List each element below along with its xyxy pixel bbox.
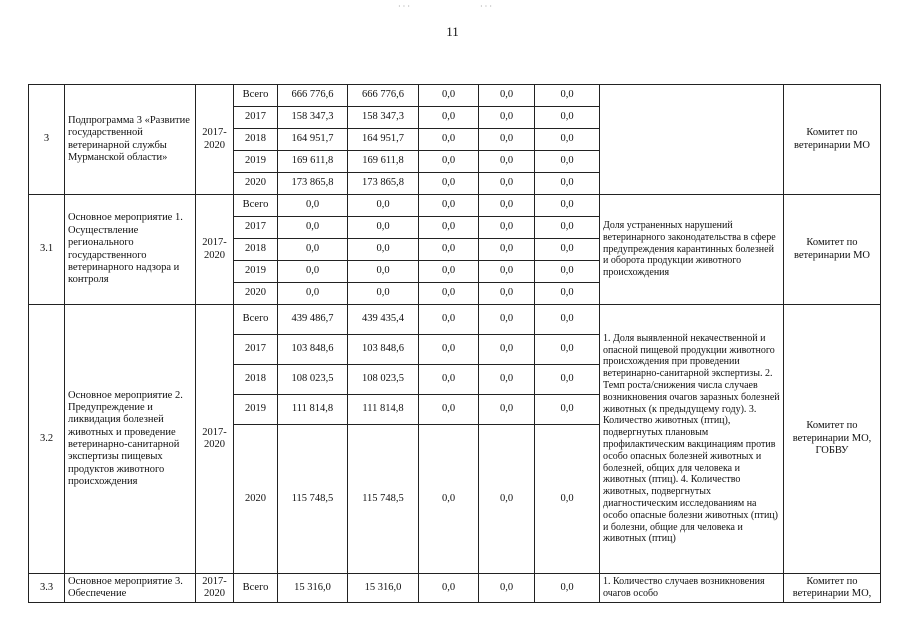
scan-speck: · · · [480,2,492,11]
other-sources-cell: 0,0 [535,239,600,261]
other-sources-cell: 0,0 [535,395,600,425]
table-row [29,195,881,217]
other-sources-cell: 0,0 [535,129,600,151]
other-sources-cell: 0,0 [535,305,600,335]
total-amount-cell: 115 748,5 [278,425,348,574]
executor-cell: Комитет по ветеринарии МО [784,85,881,195]
year-cell: 2018 [234,239,278,261]
regional-budget-cell: 0,0 [348,283,419,305]
other-sources-cell: 0,0 [535,365,600,395]
total-amount-cell: 0,0 [278,195,348,217]
activity-name-cell: Основное мероприятие 1. Осуществление регионального государственного ветеринарного надзора и контроля [65,195,196,305]
scan-speck: · · · [398,2,410,11]
regional-budget-cell: 103 848,6 [348,335,419,365]
local-budget-cell: 0,0 [479,335,535,365]
total-amount-cell: 666 776,6 [278,85,348,107]
regional-budget-cell: 158 347,3 [348,107,419,129]
federal-budget-cell: 0,0 [419,151,479,173]
regional-budget-cell: 15 316,0 [348,574,419,603]
activity-name-cell: Основное мероприятие 2. Предупреждение и ликвидация болезней животных и проведение ветеринарно-санитарной экспертизы пищевых продуктов животного происхождения [65,305,196,574]
other-sources-cell: 0,0 [535,283,600,305]
federal-budget-cell: 0,0 [419,365,479,395]
indicator-cell: Доля устраненных нарушений ветеринарного законодательства в сфере предупреждения карантинных болезней и оборота продукции животного происхождения [600,195,784,305]
year-cell: Всего [234,305,278,335]
regional-budget-cell: 108 023,5 [348,365,419,395]
local-budget-cell: 0,0 [479,129,535,151]
federal-budget-cell: 0,0 [419,173,479,195]
federal-budget-cell: 0,0 [419,85,479,107]
regional-budget-cell: 666 776,6 [348,85,419,107]
local-budget-cell: 0,0 [479,107,535,129]
period-cell: 2017-2020 [196,574,234,603]
local-budget-cell: 0,0 [479,195,535,217]
year-cell: 2020 [234,425,278,574]
indicator-cell [600,85,784,195]
total-amount-cell: 439 486,7 [278,305,348,335]
regional-budget-cell: 0,0 [348,239,419,261]
other-sources-cell: 0,0 [535,107,600,129]
period-cell: 2017-2020 [196,195,234,305]
regional-budget-cell: 0,0 [348,261,419,283]
local-budget-cell: 0,0 [479,305,535,335]
total-amount-cell: 0,0 [278,261,348,283]
year-cell: 2017 [234,107,278,129]
row-number-cell: 3.2 [29,305,65,574]
indicator-cell: 1. Доля выявленной некачественной и опасной пищевой продукции животного происхождения при проведении ветеринарно-санитарной экспертизы. 2. Темп роста/снижения числа случаев возникновения очагов заразных болезней животных (к предыдущему году). 3. Количество животных (птиц), подвергнутых плановым профилактическим вакцинациям против особо опасных болезней животных и болезней, общих для человека и животных (птиц). 4. Количество животных, подвергнутых диагностическим исследованиям на особо опасные болезни животных (птиц) и болезни, общие для человека и животных (птиц) [600,305,784,574]
year-cell: 2019 [234,395,278,425]
year-cell: 2017 [234,335,278,365]
total-amount-cell: 0,0 [278,217,348,239]
total-amount-cell: 103 848,6 [278,335,348,365]
total-amount-cell: 164 951,7 [278,129,348,151]
local-budget-cell: 0,0 [479,365,535,395]
year-cell: 2019 [234,261,278,283]
regional-budget-cell: 164 951,7 [348,129,419,151]
year-cell: 2017 [234,217,278,239]
total-amount-cell: 173 865,8 [278,173,348,195]
local-budget-cell: 0,0 [479,173,535,195]
federal-budget-cell: 0,0 [419,261,479,283]
regional-budget-cell: 173 865,8 [348,173,419,195]
other-sources-cell: 0,0 [535,574,600,603]
year-cell: 2020 [234,283,278,305]
local-budget-cell: 0,0 [479,574,535,603]
federal-budget-cell: 0,0 [419,239,479,261]
regional-budget-cell: 0,0 [348,217,419,239]
row-number-cell: 3 [29,85,65,195]
regional-budget-cell: 111 814,8 [348,395,419,425]
table-row [29,574,881,603]
local-budget-cell: 0,0 [479,217,535,239]
row-number-cell: 3.3 [29,574,65,603]
federal-budget-cell: 0,0 [419,283,479,305]
federal-budget-cell: 0,0 [419,305,479,335]
federal-budget-cell: 0,0 [419,217,479,239]
table-body [29,85,881,603]
total-amount-cell: 111 814,8 [278,395,348,425]
total-amount-cell: 169 611,8 [278,151,348,173]
local-budget-cell: 0,0 [479,151,535,173]
federal-budget-cell: 0,0 [419,425,479,574]
year-cell: 2020 [234,173,278,195]
federal-budget-cell: 0,0 [419,195,479,217]
local-budget-cell: 0,0 [479,283,535,305]
row-number-cell: 3.1 [29,195,65,305]
other-sources-cell: 0,0 [535,261,600,283]
activity-name-cell: Подпрограмма 3 «Развитие государственной ветеринарной службы Мурманской области» [65,85,196,195]
executor-cell: Комитет по ветеринарии МО, ГОБВУ [784,305,881,574]
period-cell: 2017-2020 [196,305,234,574]
total-amount-cell: 158 347,3 [278,107,348,129]
executor-cell: Комитет по ветеринарии МО, [784,574,881,603]
federal-budget-cell: 0,0 [419,395,479,425]
local-budget-cell: 0,0 [479,239,535,261]
table-row [29,305,881,335]
other-sources-cell: 0,0 [535,425,600,574]
activity-name-cell: Основное мероприятие 3. Обеспечение [65,574,196,603]
other-sources-cell: 0,0 [535,335,600,365]
local-budget-cell: 0,0 [479,85,535,107]
regional-budget-cell: 115 748,5 [348,425,419,574]
year-cell: 2019 [234,151,278,173]
local-budget-cell: 0,0 [479,261,535,283]
executor-cell: Комитет по ветеринарии МО [784,195,881,305]
other-sources-cell: 0,0 [535,217,600,239]
federal-budget-cell: 0,0 [419,335,479,365]
other-sources-cell: 0,0 [535,85,600,107]
local-budget-cell: 0,0 [479,425,535,574]
year-cell: Всего [234,574,278,603]
regional-budget-cell: 0,0 [348,195,419,217]
federal-budget-cell: 0,0 [419,107,479,129]
total-amount-cell: 0,0 [278,239,348,261]
period-cell: 2017-2020 [196,85,234,195]
total-amount-cell: 15 316,0 [278,574,348,603]
federal-budget-cell: 0,0 [419,129,479,151]
page-number: 11 [446,24,459,39]
other-sources-cell: 0,0 [535,151,600,173]
local-budget-cell: 0,0 [479,395,535,425]
year-cell: 2018 [234,129,278,151]
table-row [29,85,881,107]
indicator-cell: 1. Количество случаев возникновения очагов особо [600,574,784,603]
regional-budget-cell: 439 435,4 [348,305,419,335]
federal-budget-cell: 0,0 [419,574,479,603]
year-cell: Всего [234,195,278,217]
year-cell: Всего [234,85,278,107]
total-amount-cell: 0,0 [278,283,348,305]
other-sources-cell: 0,0 [535,195,600,217]
year-cell: 2018 [234,365,278,395]
program-financing-table [28,84,881,603]
other-sources-cell: 0,0 [535,173,600,195]
regional-budget-cell: 169 611,8 [348,151,419,173]
total-amount-cell: 108 023,5 [278,365,348,395]
